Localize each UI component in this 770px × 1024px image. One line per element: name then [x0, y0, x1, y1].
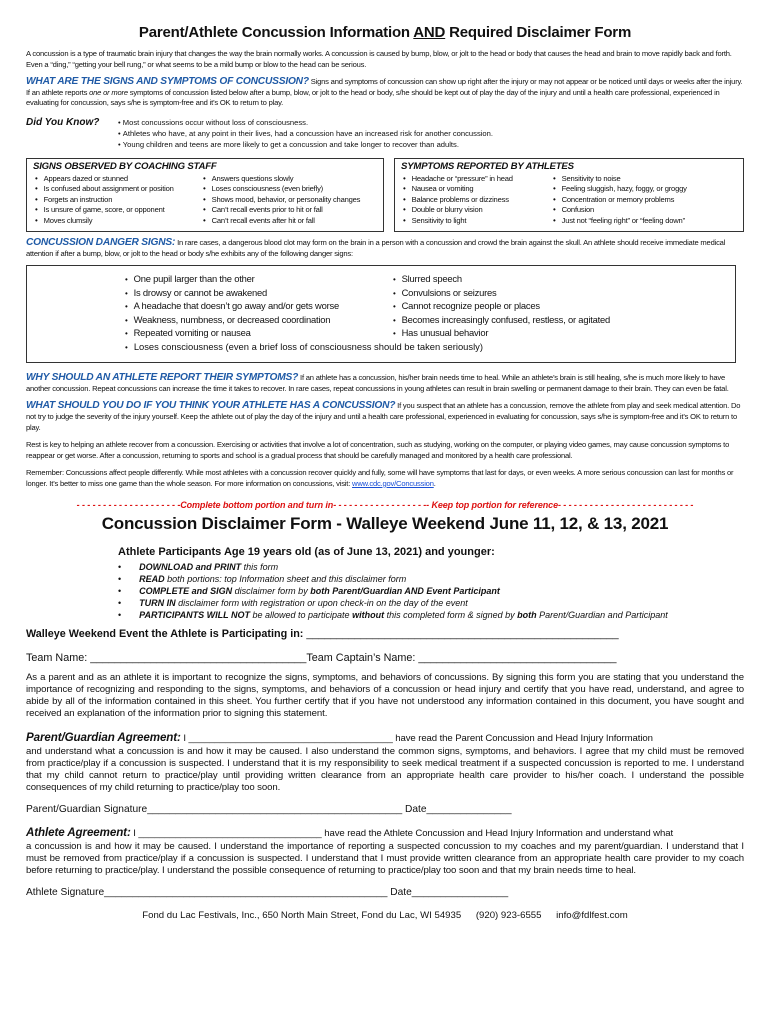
why-report-paragraph: WHY SHOULD AN ATHLETE REPORT THEIR SYMPTOMS? If an athlete has a concussion, his/her brain needs time to heal. While an athlete’s brain is still healing, s/he is much more likely to have another concussion. Repeat concussions can increase the time it takes to recover. In rare cases, repeat concussions in young athletes can result in brain swelling or permanent damage to their brain. They can even be fatal.	[26, 372, 729, 393]
list-item: • Athletes who have, at any point in their lives, had a concussion have an increased risk for another concussion.	[118, 128, 493, 139]
list-item: • Convulsions or seizures	[393, 287, 610, 301]
parent-athlete-paragraph: As a parent and as an athlete it is important to recognize the signs, symptoms, and behaviors of concussions. By signing this form you are stating that you understand the importance of recognizing and responding to the signs, symptoms, and behaviors of a concussion or head injury and certify that you have read, understand, and agree to abide by all of the information contained in this sheet. You further certify that if you have not understood any information contained in this document, you have sought and received an explanation of the information prior to signing this statement.	[26, 671, 744, 720]
athlete-agreement-label: Athlete Agreement:	[26, 826, 131, 840]
list-item: • DOWNLOAD and PRINT this form	[118, 561, 744, 573]
signs-boxes	[26, 158, 744, 232]
list-item: • Cannot recognize people or places	[393, 300, 610, 314]
did-you-know-list	[118, 117, 493, 150]
danger-heading: CONCUSSION DANGER SIGNS:	[26, 236, 176, 248]
instructions-list	[118, 561, 744, 622]
event-field[interactable]	[26, 628, 744, 640]
list-item: • Slurred speech	[393, 273, 610, 287]
list-item: • Is confused about assignment or position	[35, 184, 203, 194]
athlete-symptoms-heading: SYMPTOMS REPORTED BY ATHLETES	[401, 160, 574, 172]
list-item: • PARTICIPANTS WILL NOT be allowed to participate without this completed form & signed by both Parent/Guardian and Participant	[118, 609, 744, 621]
list-item: • Moves clumsily	[35, 216, 203, 226]
list-item: • Double or blurry vision	[403, 205, 553, 215]
athlete-name-field[interactable]: I ___________________________________ have read the Athlete Concussion and Head Injury Information and understand what	[130, 828, 674, 840]
parent-signature-field[interactable]: Parent/Guardian Signature_____________________________________________ Date_______________	[26, 804, 512, 816]
list-item: • Balance problems or dizziness	[403, 195, 553, 205]
list-item: • Sensitivity to noise	[553, 174, 687, 184]
list-item: • Concentration or memory problems	[553, 195, 687, 205]
list-item: • Is unsure of game, score, or opponent	[35, 205, 203, 215]
athlete-agreement	[26, 827, 744, 877]
coaching-staff-box	[26, 158, 384, 232]
list-item: • Shows mood, behavior, or personality changes	[203, 195, 360, 205]
list-item: • Has unusual behavior	[393, 327, 610, 341]
list-item: • COMPLETE and SIGN disclaimer form by both Parent/Guardian AND Event Participant	[118, 585, 744, 597]
signs-symptoms-paragraph: WHAT ARE THE SIGNS AND SYMPTOMS OF CONCUSSION? Signs and symptoms of concussion can show up right after the injury or may not appear or be noticed until days or weeks after the injury. If an athlete reports one or more symptoms of concussion listed below after a bump, blow, or jolt to the head or body, s/he should be kept out of play the day of the injury and until a health care professional, experienced in evaluating for concussion, says s/he is symptom-free and it’s OK to return to play.	[26, 76, 743, 108]
event-label: Walleye Weekend Event the Athlete is Participating in:	[26, 627, 304, 640]
list-item: • Repeated vomiting or nausea	[125, 327, 393, 341]
remember-paragraph: Remember: Concussions affect people differently. While most athletes with a concussion recover quickly and fully, some will have symptoms that last for days, or even weeks. A more serious concussion can last for months or longer. It’s better to miss one game than the whole season. For more information on concussions, visit: www.cdc.gov/Concussion.	[26, 468, 734, 488]
list-item: • One pupil larger than the other	[125, 273, 393, 287]
what-do-heading: WHAT SHOULD YOU DO IF YOU THINK YOUR ATHLETE HAS A CONCUSSION?	[26, 400, 396, 412]
footer-address: Fond du Lac Festivals, Inc., 650 North Main Street, Fond du Lac, WI 54935	[142, 910, 462, 922]
list-item: • Sensitivity to light	[403, 216, 553, 226]
coaching-staff-heading: SIGNS OBSERVED BY COACHING STAFF	[33, 160, 217, 172]
page-title: Parent/Athlete Concussion Information AND Required Disclaimer Form	[138, 24, 632, 41]
age-heading: Athlete Participants Age 19 years old (as of June 13, 2021) and younger:	[118, 545, 495, 558]
list-item: • Loses consciousness (even a brief loss of consciousness should be taken seriously)	[125, 341, 725, 355]
footer-email: info@fdlfest.com	[556, 910, 628, 922]
list-item: • READ both portions: top Information sheet and this disclaimer form	[118, 573, 744, 585]
list-item: • Loses consciousness (even briefly)	[203, 184, 360, 194]
athlete-agreement-text: a concussion is and how it may be caused. I understand the importance of reporting a suspected concussion to my coaches and my parent/guardian. I understand that I must be removed from practice/play if a concussion is suspected. I understand that I must provide written clearance from an appropriate health care provider to my coach before returning to practice/play. I understand the possible consequence of returning to practice/play too soon and that my brain needs time to heal.	[26, 840, 744, 876]
why-report-heading: WHY SHOULD AN ATHLETE REPORT THEIR SYMPTOMS?	[26, 372, 299, 384]
list-item: • Forgets an instruction	[35, 195, 203, 205]
cut-line: - - - - - - - - - - - - - - - - - - - -Complete bottom portion and turn in- - - - - - - - - - - - - - - - - -- Keep top portion for reference- - - - - - - - - - - - - - - - - - - - - - - - - -	[76, 499, 694, 510]
list-item: • Can’t recall events after hit or fall	[203, 216, 360, 226]
list-item: • Is drowsy or cannot be awakened	[125, 287, 393, 301]
did-you-know-label: Did You Know?	[26, 116, 100, 128]
footer	[26, 910, 744, 921]
athlete-symptoms-box	[394, 158, 744, 232]
disclaimer-title: Concussion Disclaimer Form - Walleye Weekend June 11, 12, & 13, 2021	[101, 513, 669, 533]
list-item: • Most concussions occur without loss of consciousness.	[118, 117, 493, 128]
parent-agreement	[26, 732, 744, 794]
danger-paragraph: CONCUSSION DANGER SIGNS: In rare cases, a dangerous blood clot may form on the brain in a person with a concussion and crowd the brain against the skull. An athlete should receive immediate medical attention if after a bump, blow, or jolt to the head or body s/he exhibits any of the following danger signs:	[26, 236, 726, 258]
list-item: • Headache or “pressure” in head	[403, 174, 553, 184]
list-item: • Just not “feeling right” or “feeling down”	[553, 216, 687, 226]
list-item: • Can’t recall events prior to hit or fall	[203, 205, 360, 215]
rest-paragraph: Rest is key to helping an athlete recover from a concussion. Exercising or activities that involve a lot of concentration, such as studying, working on the computer, or playing video games, may cause concussion symptoms to reappear or get worse. After a concussion, returning to sports and school is a gradual process that should be carefully managed and monitored by a health care professional.	[26, 440, 730, 460]
list-item: • Feeling sluggish, hazy, foggy, or groggy	[553, 184, 687, 194]
list-item: • Confusion	[553, 205, 687, 215]
list-item: • Answers questions slowly	[203, 174, 360, 184]
list-item: • TURN IN disclaimer form with registration or upon check-in on the day of the event	[118, 597, 744, 609]
intro-paragraph: A concussion is a type of traumatic brain injury that changes the way the brain normally works. A concussion is caused by bump, blow, or jolt to the head or body that causes the head and brain to move rapidly back and forth. Even a “ding,” “getting your bell rung,” or what seems to be a mild bump or blow to the head can be serious.	[26, 49, 732, 69]
team-field[interactable]: Team Name: ____________________________________Team Captain’s Name: _________________________________	[26, 651, 617, 664]
danger-signs-box	[26, 265, 736, 363]
cdc-link[interactable]: www.cdc.gov/Concussion	[352, 478, 434, 488]
list-item: • A headache that doesn’t go away and/or gets worse	[125, 300, 393, 314]
list-item: • Becomes increasingly confused, restless, or agitated	[393, 314, 610, 328]
list-item: • Weakness, numbness, or decreased coordination	[125, 314, 393, 328]
parent-agreement-label: Parent/Guardian Agreement:	[26, 731, 181, 745]
what-do-paragraph: WHAT SHOULD YOU DO IF YOU THINK YOUR ATHLETE HAS A CONCUSSION? If you suspect that an athlete has a concussion, remove the athlete from play and seek medical attention. Do not try to judge the severity of the injury yourself. Keep the athlete out of play the day of the injury and until a health care professional, experienced in evaluating for concussion, says s/he is symptom-free and it’s OK to return to play.	[26, 400, 741, 432]
parent-name-field[interactable]: I _______________________________________ have read the Parent Concussion and Head Injury Information	[180, 733, 653, 745]
list-item: • Young children and teens are more likely to get a concussion and take longer to recover than adults.	[118, 139, 493, 150]
parent-agreement-text: and understand what a concussion is and how it may be caused. I also understand the common signs, symptoms, and behaviors. I agree that my child must be removed from practice/play if a concussion is suspected. I understand that it is my responsibility to seek medical treatment if a suspected concussion is reported to me. I understand that my child cannot return to practice/play until providing written clearance from an appropriate health care provider to his/her coach. I understand the possible consequences of my child returning to practice/play too soon.	[26, 745, 744, 794]
athlete-signature-field[interactable]: Athlete Signature__________________________________________________ Date_________________	[26, 887, 509, 899]
list-item: • Appears dazed or stunned	[35, 174, 203, 184]
signs-symptoms-heading: WHAT ARE THE SIGNS AND SYMPTOMS OF CONCUSSION?	[26, 76, 309, 88]
footer-phone: (920) 923-6555	[475, 910, 542, 922]
list-item: • Nausea or vomiting	[403, 184, 553, 194]
did-you-know	[26, 117, 744, 150]
event-blank[interactable]: ____________________________________________________	[303, 627, 619, 640]
